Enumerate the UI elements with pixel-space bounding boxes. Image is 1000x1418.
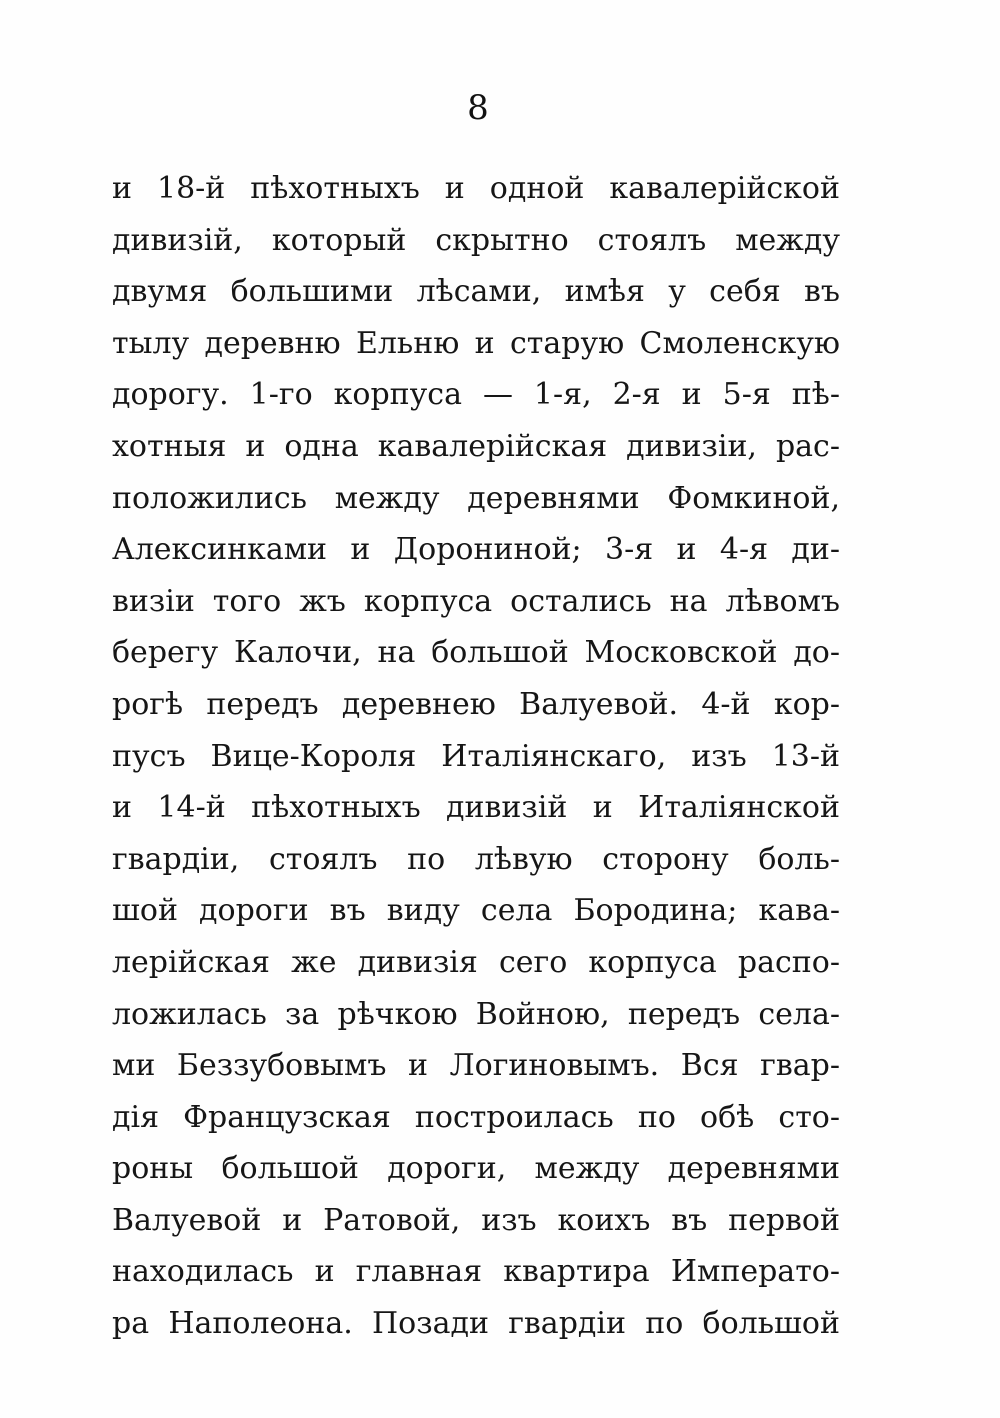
text-line: тылу деревню Ельню и старую Смоленскую — [112, 325, 840, 361]
page-number: 8 — [467, 88, 489, 128]
text-line: и 14-й пѣхотныхъ дивизій и Италіянской — [112, 790, 840, 826]
body-text — [112, 163, 840, 1350]
text-line: лерійская же дивизія сего корпуса распо- — [112, 944, 840, 980]
text-line: рогѣ передъ деревнею Валуевой. 4-й кор- — [112, 686, 840, 722]
text-line: и 18-й пѣхотныхъ и одной кавалерійской — [112, 171, 840, 206]
text-line: ми Беззубовымъ и Логиновымъ. Вся гвар- — [112, 1048, 840, 1084]
text-line: дорогу. 1-го корпуса — 1-я, 2-я и 5-я пѣ- — [112, 377, 840, 413]
text-line: шой дороги въ виду села Бородина; кава- — [112, 893, 840, 929]
text-line: хотныя и одна кавалерійская дивизіи, рас- — [112, 428, 840, 464]
text-line: положились между деревнями Фомкиной, — [112, 480, 840, 516]
text-line: роны большой дороги, между деревнями — [112, 1151, 840, 1187]
text-line: двумя большими лѣсами, имѣя у себя въ — [112, 274, 840, 310]
text-line: дія Французская построилась по обѣ сто- — [112, 1099, 840, 1135]
text-line: Валуевой и Ратовой, изъ коихъ въ первой — [112, 1202, 840, 1238]
text-line: находилась и главная квартира Императо- — [112, 1254, 840, 1290]
text-line: дивизій, который скрытно стоялъ между — [112, 222, 840, 258]
text-line: Алексинками и Дорониной; 3-я и 4-я ди- — [112, 532, 840, 568]
text-line: ра Наполеона. Позади гвардіи по большой — [112, 1306, 840, 1342]
text-line: гвардіи, стоялъ по лѣвую сторону боль- — [112, 841, 840, 877]
text-line: ложилась за рѣчкою Войною, передъ села- — [112, 996, 840, 1032]
text-line: пусъ Вице-Короля Италіянскаго, изъ 13-й — [112, 738, 840, 774]
text-line: визіи того жъ корпуса остались на лѣвомъ — [112, 583, 840, 619]
text-line: берегу Калочи, на большой Московской до- — [112, 635, 840, 671]
